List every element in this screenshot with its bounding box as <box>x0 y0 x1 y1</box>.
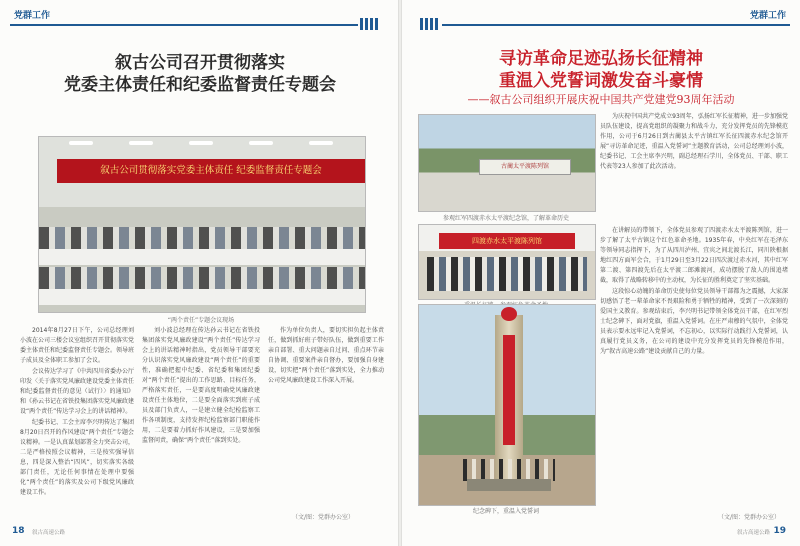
section-tag: 党群工作 <box>14 11 51 21</box>
section-tag: 党群工作 <box>749 11 786 21</box>
monument-plaque <box>503 335 515 445</box>
right-page <box>402 0 800 546</box>
paragraph: 作为单位负责人，要切实担负起主体责任，做到抓好班子带好队伍，做到重要工作亲自部署、重大问题亲自过问、重点环节亲自协调、重要案件亲自督办，要加强自身建设，切实把“两个责任”落到实处，全力推动公司党风廉政建设工作深入开展。 <box>268 327 384 384</box>
article-title <box>20 52 380 96</box>
text-column-top <box>600 112 788 173</box>
title-line-2: 重温入党誓词激发奋斗豪情 <box>499 71 703 91</box>
ceiling-lights <box>39 141 365 151</box>
oath-takers <box>463 459 555 481</box>
meeting-banner: 叙古公司贯彻落实党委主体责任 纪委监督责任专题会 <box>57 159 365 183</box>
photo-caption: 纪念碑下，重温入党誓词 <box>472 508 539 515</box>
attendees-front-row <box>39 267 365 289</box>
paragraph: 2014年8月27日下午，公司总经理刘小波在公司三楼会议室组织召开贯彻落实党委主体责任和纪委监督责任专题会。领导班子成员及全体职工参加了会议。 <box>20 327 135 364</box>
paragraph: 刘小波总经理在传达孙云书记在省铁投集团落实党风廉政建设“两个责任”传达学习会上的讲话精神时指出，党员领导干部要充分认识落实党风廉政建设“两个责任”的重要性，准确把握中纪委、省纪委和集团纪委对“两个责任”提出的工作思路、目标任务，严格落实责任，一是要高度明确党风廉政建设责任主体地位，二是要全面落实到班子成员及部门负责人，一是建立健全纪检监察工作各项制度，支持发挥纪检监察部门职能作用，二是要着力抓好作风建设，三是要加强监督问责，确保“两个责任”落到实处。 <box>142 327 260 444</box>
meeting-photo <box>38 136 366 313</box>
monument-base <box>467 479 551 491</box>
paragraph: 这段惊心动魄的革命历史使每位党员领导干部都为之震撼，大家深切感悟了老一辈革命家不畏艰险和勇于牺牲的精神，受到了一次深刻的爱国主义教育。参观结束后，李兴明书记带领全体党员干部，在红军烈士纪念碑下，面对党旗，重温入党誓词。在庄严肃穆的气氛中，全体党员表示要永远牢记入党誓词，不忘初心，以实际行动践行入党誓词，认真履行党员义务，在公司的建设中充分发挥党员的先锋模范作用，为“叙古高速公路”建设贡献自己的力量。 <box>600 288 788 355</box>
museum-photo <box>418 114 596 212</box>
paragraph: 纪委书记、工会主席李兴明传达了集团8月20日召开的作风建设“两个责任”专题会议精神。一是认真谋划部署全力突击公司，二是严格按照会议精神，三是按实强导信息，四是深入整治“四风”，切实落实各级部门责任，无论任何事情在处理中要强化“两个责任”的落实及公司下级党风廉政建设工作。 <box>20 419 135 496</box>
page-number: 18 <box>12 526 25 536</box>
text-column-bottom <box>600 226 788 358</box>
header-rule <box>442 24 790 26</box>
source-credit: （文/图：党群办公室） <box>717 514 780 521</box>
title-line-1: 寻访革命足迹弘扬长征精神 <box>499 49 703 69</box>
text-column-3 <box>268 326 384 387</box>
text-column-2 <box>142 326 260 447</box>
header-ornament <box>420 18 440 30</box>
left-page <box>0 0 398 546</box>
monument-photo <box>418 304 596 506</box>
source-credit: （文/图：党群办公室） <box>291 514 354 521</box>
title-line-2: 党委主体责任和纪委监督责任专题会 <box>64 75 336 95</box>
photo-caption: “两个责任”专题会议现场 <box>167 317 235 324</box>
red-star-icon <box>501 307 517 321</box>
article-subtitle: ——叙古公司组织开展庆祝中国共产党建党93周年活动 <box>467 93 735 106</box>
exhibition-sign: 四渡赤水太平渡陈列馆 <box>439 233 575 249</box>
header-rule <box>10 24 358 26</box>
group-photo <box>418 224 596 300</box>
title-line-1: 叙古公司召开贯彻落实 <box>115 53 285 73</box>
article-title <box>418 48 784 108</box>
conference-table <box>39 249 365 265</box>
paragraph: 为庆祝中国共产党成立93周年，弘扬红军长征精神，进一步加强党员队伍建设，提高党组织的凝聚力和战斗力，充分发挥党员的先锋模范作用，公司于6月26日到古蔺县太平古镇红军长征四渡赤水纪念馆开展“寻访革命足迹，重温入党誓词”主题教育活动，公司总经理刘小波，纪委书记、工会主席李兴明，副总经理石学川，全体党员、干部、职工代表等23人参加了此次活动。 <box>600 113 788 170</box>
museum-sign: 古蔺太平渡陈列馆 <box>479 159 571 175</box>
attendees-back-row <box>39 227 365 249</box>
photo-caption: 参观红军四渡赤水太平渡纪念馆，了解革命历史 <box>442 215 569 222</box>
paragraph: 在讲解员的带领下，全体党员参观了四渡赤水太平渡陈列馆，进一步了解了太平古镇这个红色革命圣地。1935年春，中央红军在毛泽东等领导同志指挥下，为了从四川泸州、宜宾之间北渡长江，同川陕根据地红四方面军会合，于1月29日至3月22日四次渡过赤水河，其中红军第二渡、第四渡先后在太平渡二郎滩渡河，成功摆脱了敌人的围追堵截，取得了战略转移中的主动权，为长征的胜利奠定了坚实基础。 <box>600 227 788 284</box>
conference-table-front <box>39 289 365 305</box>
group-members <box>427 257 587 291</box>
page-number: 19 <box>773 526 786 536</box>
publication-name: 叙古高速公路 <box>736 530 770 536</box>
header-ornament <box>360 18 380 30</box>
text-column-1 <box>20 326 134 499</box>
paragraph: 会议传达学习了《中共四川省委办公厅印发〈关于落实党风廉政建设党委主体责任和纪委监督责任的意见（试行）〉的通知》和《孙云书记在省铁投集团落实党风廉政建设“两个责任”传达学习会上的讲话精神》。 <box>20 368 135 415</box>
publication-name: 叙古高速公路 <box>32 530 66 536</box>
